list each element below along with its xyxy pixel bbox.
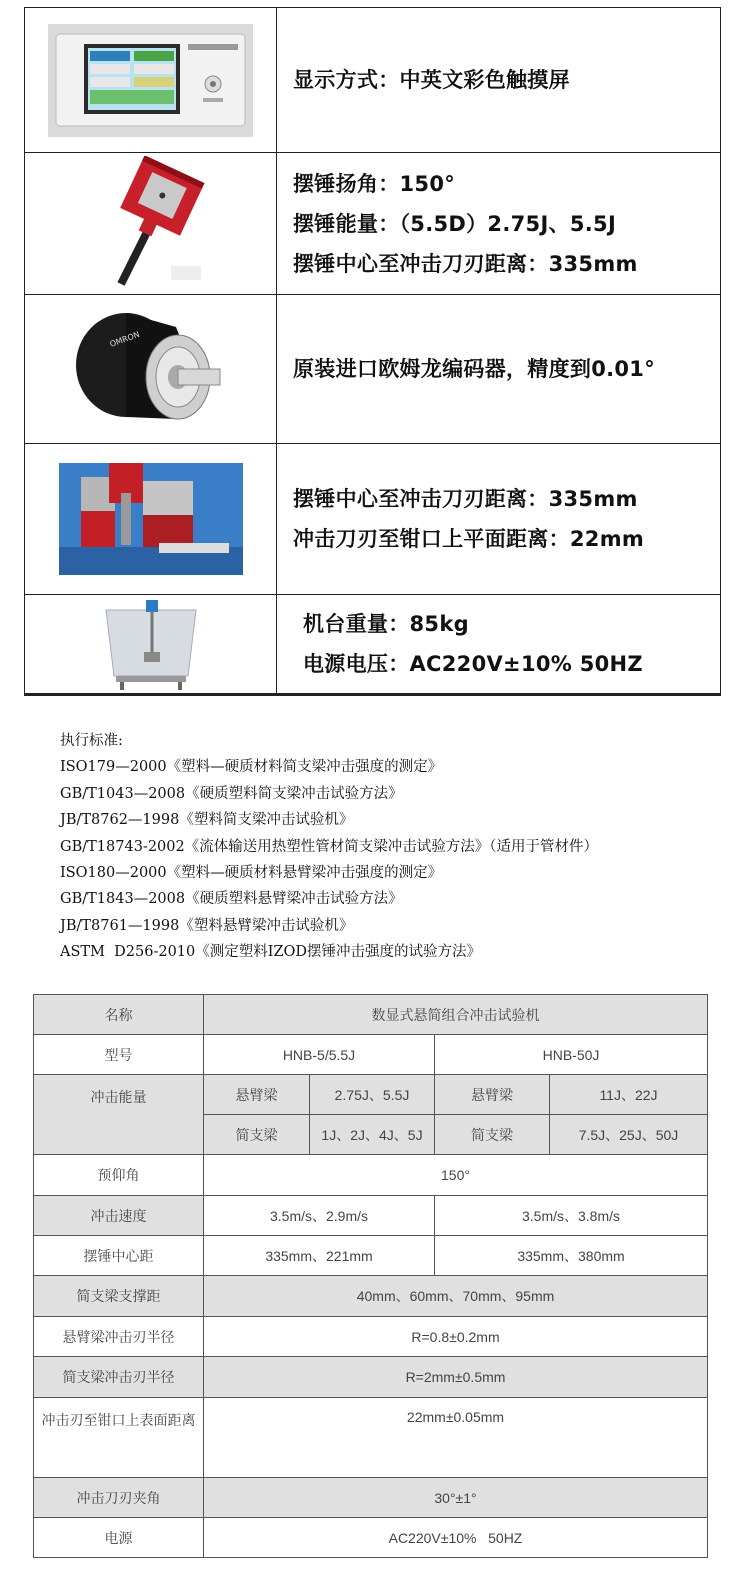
spec-label: 摆锤中心距 — [34, 1236, 204, 1276]
spec-label: 名称 — [34, 995, 204, 1035]
standard-item: GB/T18743-2002《流体输送用热塑性管材简支梁冲击试验方法》（适用于管材件） — [60, 838, 598, 855]
spec-value: 7.5J、25J、50J — [550, 1115, 708, 1155]
standards-heading: 执行标准: — [60, 733, 123, 749]
spec-table — [33, 994, 708, 1558]
standard-item: JB/T8762—1998《塑料简支梁冲击试验机》 — [60, 812, 354, 829]
standard-item: JB/T8761—1998《塑料悬臂梁冲击试验机》 — [60, 917, 354, 934]
feature-row-encoder — [25, 295, 720, 444]
spec-row — [34, 1317, 708, 1357]
feature-text — [277, 595, 720, 693]
svg-text:OMRON: OMRON — [108, 329, 141, 349]
standards-list — [60, 728, 598, 966]
spec-value: 2.75J、5.5J — [310, 1075, 435, 1115]
standard-item: GB/T1843—2008《硬质塑料悬臂梁冲击试验方法》 — [60, 891, 403, 908]
spec-value: R=0.8±0.2mm — [204, 1317, 708, 1357]
feature-table — [24, 7, 721, 696]
omron-encoder-image — [25, 295, 277, 443]
feature-line: 电源电压：AC220V±10% 50HZ — [303, 652, 643, 676]
feature-line: 显示方式：中英文彩色触摸屏 — [293, 68, 570, 92]
spec-label: 简支梁冲击刃半径 — [34, 1357, 204, 1398]
spec-value: 40mm、60mm、70mm、95mm — [204, 1276, 708, 1317]
pendulum-hammer-image — [25, 153, 277, 294]
feature-line: 原装进口欧姆龙编码器，精度到0.01° — [293, 357, 656, 381]
spec-label: 冲击速度 — [34, 1196, 204, 1236]
spec-value: HNB-5/5.5J — [204, 1035, 435, 1075]
feature-line: 冲击刀刃至钳口上平面距离：22mm — [293, 527, 645, 551]
spec-sublabel: 简支梁 — [204, 1115, 310, 1155]
feature-line: 摆锤中心至冲击刀刃距离：335mm — [293, 487, 638, 511]
spec-value: 335mm、221mm — [204, 1236, 435, 1276]
spec-label: 冲击刃至钳口上表面距离 — [34, 1398, 204, 1478]
spec-label: 型号 — [34, 1035, 204, 1075]
feature-row-pendulum — [25, 153, 720, 295]
feature-line: 摆锤中心至冲击刀刃距离：335mm — [293, 251, 638, 276]
feature-text — [277, 8, 720, 152]
spec-value: 3.5m/s、3.8m/s — [435, 1196, 708, 1236]
spec-row — [34, 1196, 708, 1236]
spec-value: 150° — [204, 1155, 708, 1196]
spec-value: AC220V±10% 50HZ — [204, 1518, 708, 1558]
spec-row — [34, 1478, 708, 1518]
spec-row — [34, 1236, 708, 1276]
standard-item: ISO180—2000《塑料—硬质材料悬臂梁冲击强度的测定》 — [60, 865, 443, 882]
spec-value: 1J、2J、4J、5J — [310, 1115, 435, 1155]
spec-label: 冲击能量 — [34, 1075, 204, 1155]
spec-row — [34, 1357, 708, 1398]
spec-label: 悬臂梁冲击刃半径 — [34, 1317, 204, 1357]
spec-value: R=2mm±0.5mm — [204, 1357, 708, 1398]
feature-row-display — [25, 8, 720, 153]
standard-item: ASTM D256-2010《测定塑料IZOD摆锤冲击强度的试验方法》 — [60, 944, 482, 961]
feature-row-machine — [25, 595, 720, 695]
feature-text — [277, 444, 720, 594]
spec-label: 预仰角 — [34, 1155, 204, 1196]
spec-row — [34, 1155, 708, 1196]
spec-row — [34, 1075, 708, 1115]
feature-text — [277, 295, 720, 443]
feature-line: 摆锤能量：（5.5D）2.75J、5.5J — [293, 211, 617, 236]
spec-sublabel: 悬臂梁 — [435, 1075, 550, 1115]
standard-item: ISO179—2000《塑料—硬质材料简支梁冲击强度的测定》 — [60, 759, 443, 776]
spec-value: 30°±1° — [204, 1478, 708, 1518]
spec-row — [34, 995, 708, 1035]
spec-row — [34, 1398, 708, 1478]
feature-text — [277, 153, 720, 294]
touch-display-panel-image — [25, 8, 277, 152]
spec-value: 3.5m/s、2.9m/s — [204, 1196, 435, 1236]
spec-label: 简支梁支撑距 — [34, 1276, 204, 1317]
standard-item: GB/T1043—2008《硬质塑料简支梁冲击试验方法》 — [60, 785, 403, 802]
spec-row — [34, 1035, 708, 1075]
spec-value: 22mm±0.05mm — [204, 1398, 708, 1478]
tester-machine-image — [25, 595, 277, 693]
spec-value: 数显式悬简组合冲击试验机 — [204, 995, 708, 1035]
spec-value: 335mm、380mm — [435, 1236, 708, 1276]
spec-row — [34, 1518, 708, 1558]
spec-sublabel: 简支梁 — [435, 1115, 550, 1155]
spec-value: 11J、22J — [550, 1075, 708, 1115]
feature-line: 机台重量：85kg — [303, 612, 469, 636]
feature-row-vise — [25, 444, 720, 595]
feature-line: 摆锤扬角：150° — [293, 171, 456, 196]
spec-row — [34, 1276, 708, 1317]
spec-label: 电源 — [34, 1518, 204, 1558]
spec-label: 冲击刀刃夹角 — [34, 1478, 204, 1518]
spec-value: HNB-50J — [435, 1035, 708, 1075]
spec-sublabel: 悬臂梁 — [204, 1075, 310, 1115]
specimen-vise-image — [25, 444, 277, 594]
